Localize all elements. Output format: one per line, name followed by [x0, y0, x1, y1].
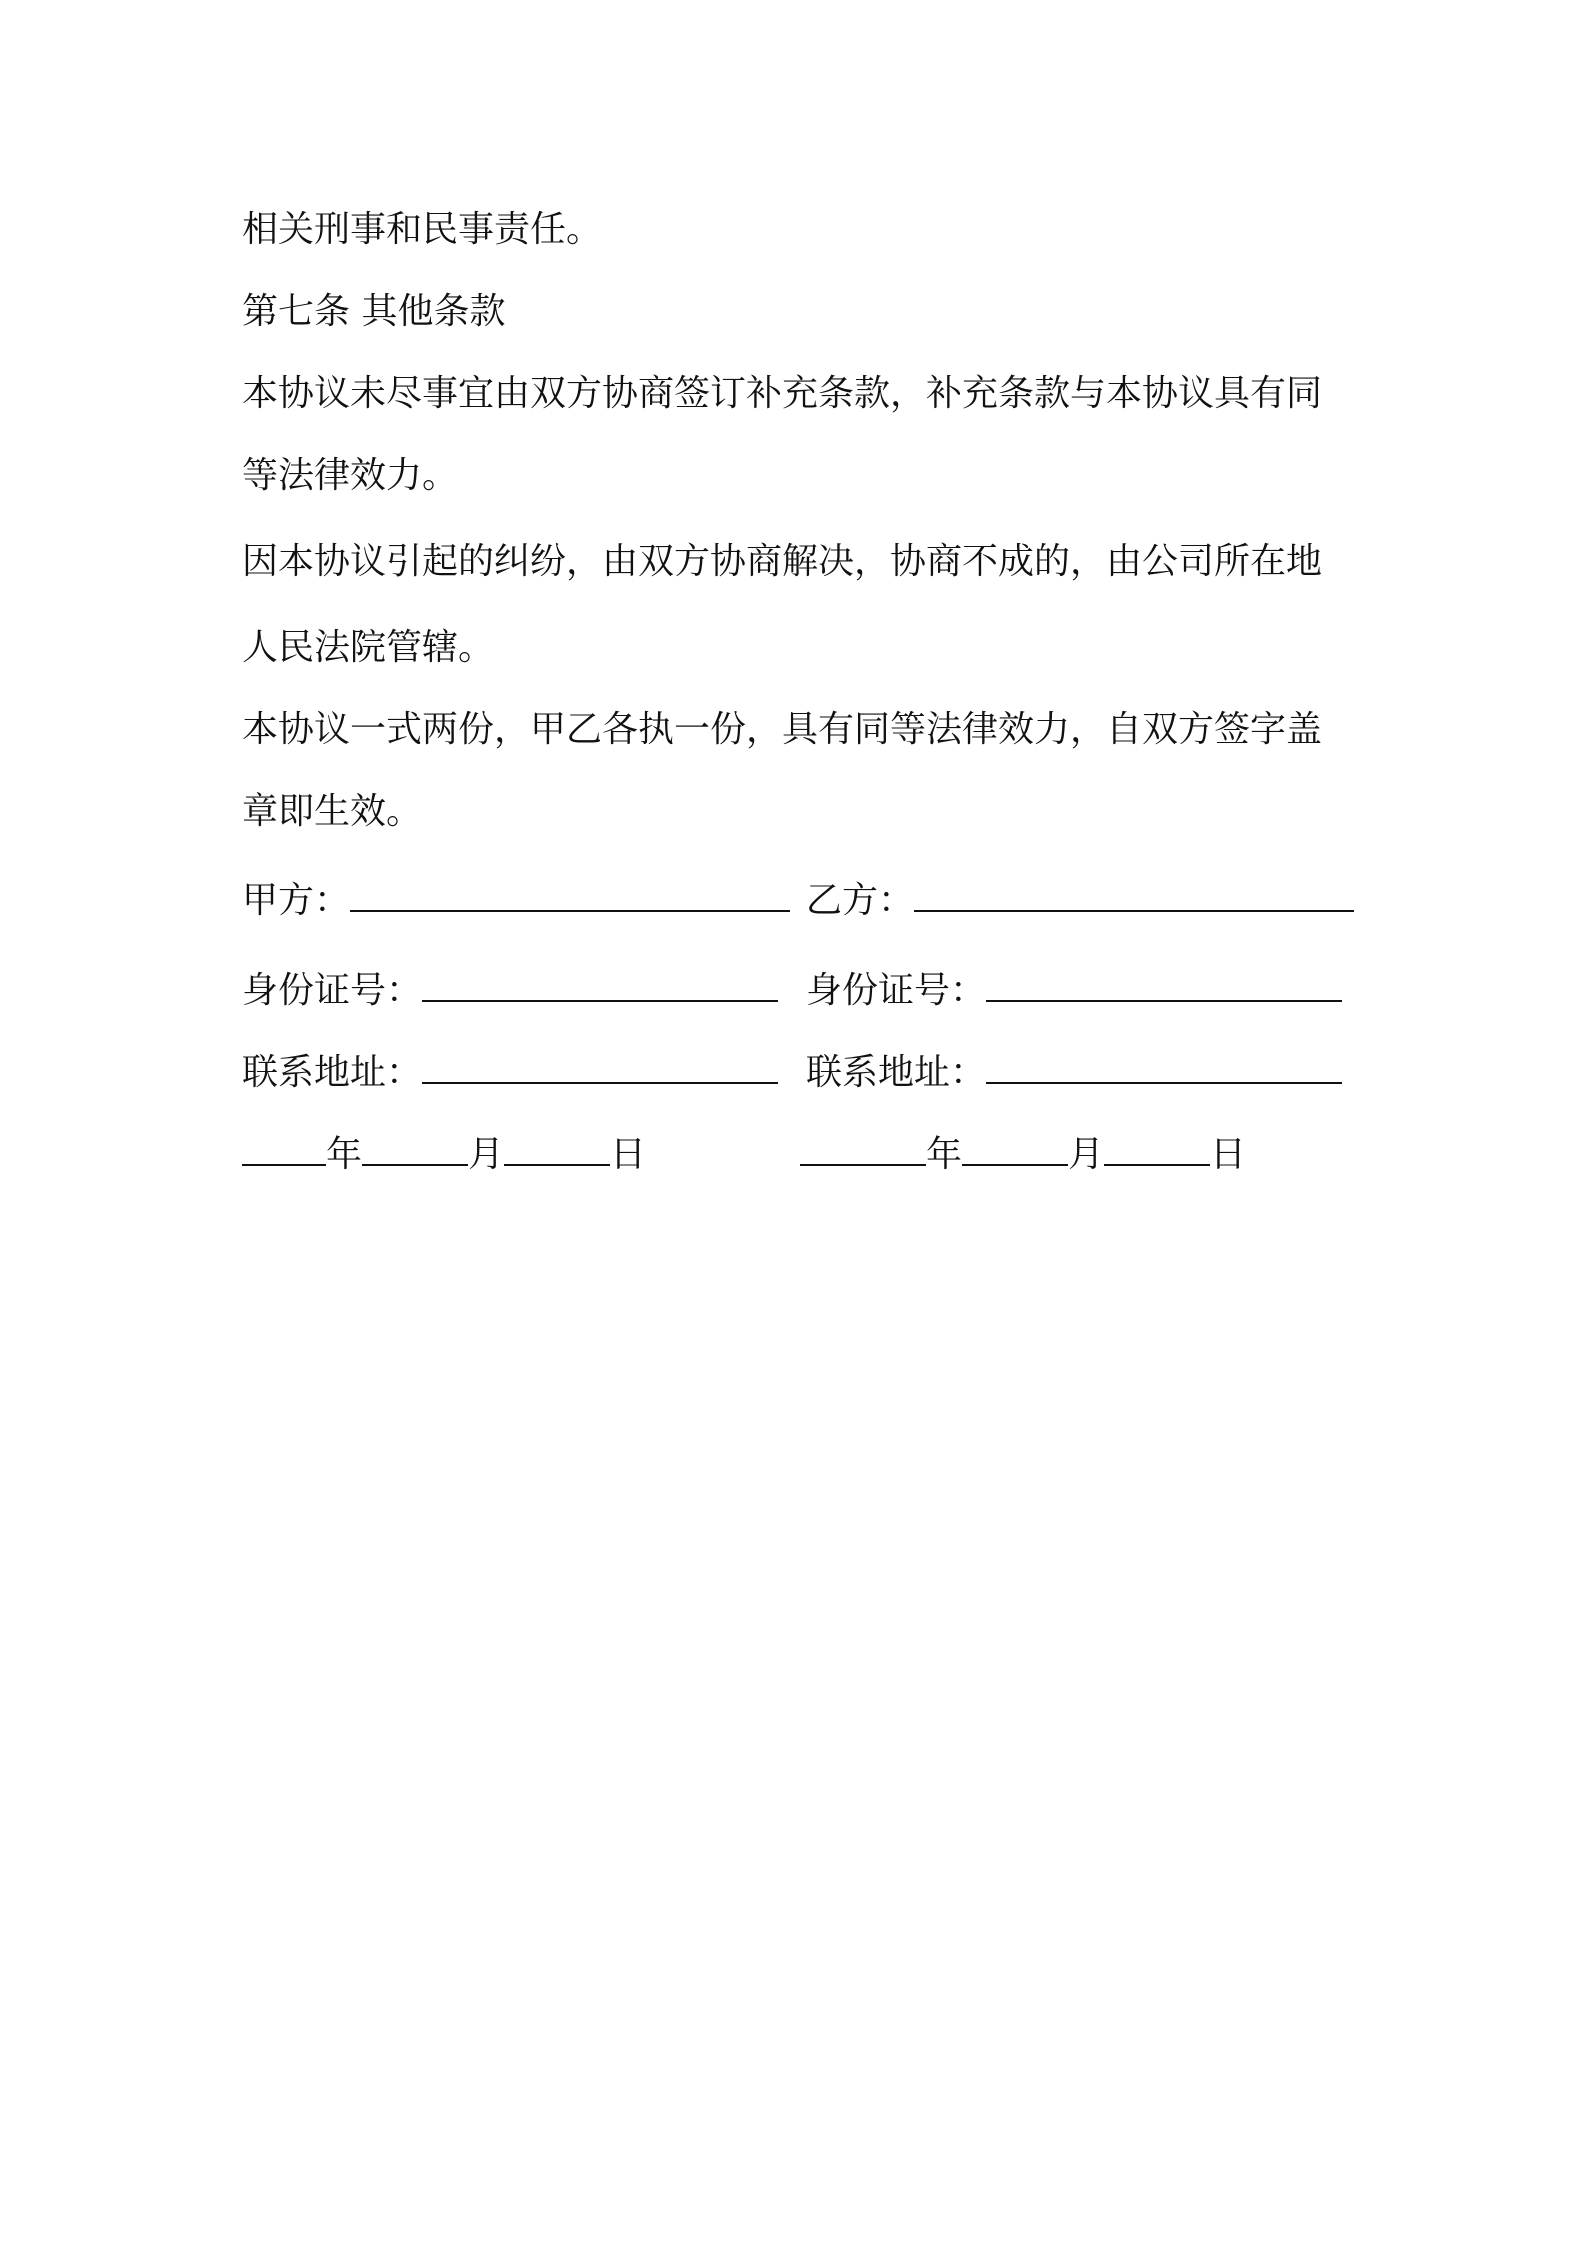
date-a-month-blank[interactable]: [362, 1130, 468, 1166]
address-a-label: 联系地址：: [242, 1052, 423, 1093]
date-b-day-blank[interactable]: [1104, 1130, 1210, 1166]
date-b-day-label: 日: [1210, 1134, 1247, 1175]
date-b-field: [800, 1130, 1246, 1174]
id-b-blank[interactable]: [986, 966, 1342, 1002]
paragraph-copies-line2: 章即生效。: [242, 791, 423, 832]
party-a-blank[interactable]: [350, 876, 790, 912]
party-a-field: [242, 876, 790, 920]
id-a-label: 身份证号：: [242, 970, 423, 1011]
paragraph-copies-line1: 本协议一式两份，甲乙各执一份，具有同等法律效力，自双方签字盖: [242, 709, 1323, 750]
date-a-field: [242, 1130, 646, 1174]
date-a-year-blank[interactable]: [242, 1130, 326, 1166]
id-a-field: [242, 966, 778, 1010]
paragraph-dispute-line2: 人民法院管辖。: [242, 627, 495, 668]
party-a-label: 甲方：: [242, 880, 351, 921]
paragraph-liability-end: 相关刑事和民事责任。: [242, 209, 603, 250]
date-a-month-label: 月: [468, 1134, 505, 1175]
id-b-field: [806, 966, 1342, 1010]
date-b-month-label: 月: [1068, 1134, 1105, 1175]
date-a-year-label: 年: [326, 1134, 363, 1175]
party-b-field: [806, 876, 1354, 920]
date-b-year-label: 年: [926, 1134, 963, 1175]
date-b-year-blank[interactable]: [800, 1130, 926, 1166]
address-b-blank[interactable]: [986, 1048, 1342, 1084]
date-row: [242, 1130, 1356, 1174]
address-b-label: 联系地址：: [806, 1052, 987, 1093]
paragraph-supplement-line1: 本协议未尽事宜由双方协商签订补充条款，补充条款与本协议具有同: [242, 373, 1323, 414]
id-a-blank[interactable]: [422, 966, 778, 1002]
address-a-blank[interactable]: [422, 1048, 778, 1084]
paragraph-supplement-line2: 等法律效力。: [242, 455, 459, 496]
date-b-month-blank[interactable]: [962, 1130, 1068, 1166]
date-a-day-label: 日: [610, 1134, 647, 1175]
id-row: [242, 966, 1356, 1010]
party-b-blank[interactable]: [914, 876, 1354, 912]
address-row: [242, 1048, 1356, 1092]
date-a-day-blank[interactable]: [504, 1130, 610, 1166]
paragraph-dispute-line1: 因本协议引起的纠纷，由双方协商解决，协商不成的，由公司所在地: [242, 541, 1323, 582]
party-row: [242, 876, 1356, 920]
article-seven-heading: 第七条 其他条款: [242, 291, 506, 332]
party-b-label: 乙方：: [806, 880, 915, 921]
address-b-field: [806, 1048, 1342, 1092]
id-b-label: 身份证号：: [806, 970, 987, 1011]
address-a-field: [242, 1048, 778, 1092]
